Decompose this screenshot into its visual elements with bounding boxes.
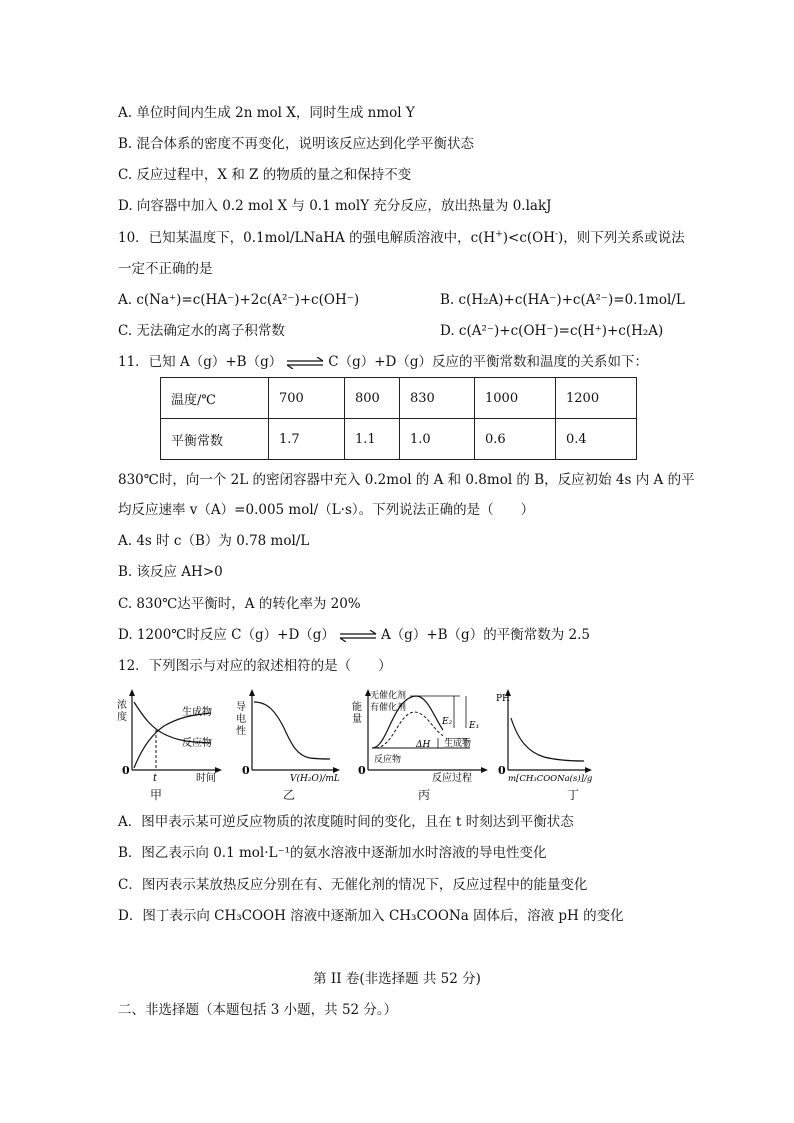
q10-option-c: C. 无法确定水的离子积常数 (118, 323, 285, 339)
x-axis-label: V(H₂O)/mL (290, 774, 340, 784)
q10-stem-part3: )，则下列关系或说法 (558, 230, 685, 246)
e2-label: E₂ (442, 717, 453, 727)
x-axis-label: 反应过程 (432, 773, 472, 784)
q12-option-c: C．图丙表示某放热反应分别在有、无催化剂的情况下，反应过程中的能量变化 (118, 877, 588, 893)
table-cell: 0.6 (475, 419, 556, 460)
q9-option-c: C. 反应过程中，X 和 Z 的物质的量之和保持不变 (118, 167, 412, 183)
figure-ding (494, 688, 640, 786)
q10-option-b: B. c(H₂A)+c(HA⁻)+c(A²⁻)=0.1mol/L (440, 292, 685, 308)
y-axis-label: 浓 (117, 700, 127, 711)
x-axis-arrow-icon (585, 767, 592, 773)
y-axis-label: PH (496, 694, 510, 704)
q11-stem-part1: 11．已知 A（g）+B（g） (118, 354, 283, 370)
figure-yi (234, 688, 344, 786)
table-cell: 1000 (475, 378, 556, 419)
figure-bing-caption: 丙 (418, 788, 431, 802)
q9-option-a: A. 单位时间内生成 2n mol X，同时生成 nmol Y (118, 105, 415, 121)
table-header-constant: 平衡常数 (161, 419, 269, 460)
figure-bing (350, 688, 490, 786)
figure-jia-caption: 甲 (150, 788, 163, 802)
reactant-label: 反应物 (374, 755, 402, 765)
table-cell: 700 (269, 378, 345, 419)
q10-option-d: D. c(A²⁻)+c(OH⁻)=c(H⁺)+c(H₂A) (440, 323, 664, 339)
y-axis-label: 电 (236, 714, 246, 725)
table-row (161, 378, 637, 419)
q12-stem: 12．下列图示与对应的叙述相符的是（ ） (118, 658, 392, 674)
y-axis-label: 导 (236, 702, 246, 713)
q12-option-a: A．图甲表示某可逆反应物质的浓度随时间的变化，且在 t 时刻达到平衡状态 (118, 814, 574, 830)
table-cell: 1.7 (269, 419, 345, 460)
q11-option-b: B. 该反应 AH>0 (118, 564, 223, 580)
table-cell: 1200 (556, 378, 637, 419)
conductivity-curve (254, 702, 330, 759)
table-cell: 800 (345, 378, 400, 419)
y-axis-label: 量 (352, 714, 362, 725)
x-axis-arrow-icon (481, 767, 488, 773)
q11-option-c: C. 830℃达平衡时，A 的转化率为 20% (118, 596, 361, 612)
q12-option-b: B．图乙表示向 0.1 mol·L⁻¹的氨水溶液中逐渐加水时溶液的导电性变化 (118, 845, 547, 861)
figure-yi-caption: 乙 (283, 788, 296, 802)
q9-option-b: B. 混合体系的密度不再变化，说明该反应达到化学平衡状态 (118, 136, 475, 152)
e1-label: E₁ (469, 721, 480, 731)
x-axis-label: m[CH₃COONa(s)]/g (508, 774, 593, 784)
q11-description-1: 830℃时，向一个 2L 的密闭容器中充入 0.2mol 的 A 和 0.8mol 的 B，反应初始 4s 内 A 的平 (118, 472, 695, 488)
product-curve-label: 生成物 (182, 707, 212, 718)
table-cell: 0.4 (556, 419, 637, 460)
equilibrium-arrow-icon (338, 630, 378, 642)
t-label: t (153, 773, 158, 784)
q11-option-d-part1: D. 1200℃时反应 C（g）+D（g） (118, 627, 335, 643)
equilibrium-arrow-icon (285, 357, 325, 369)
figure-jia (116, 688, 226, 786)
y-axis-label: 能 (352, 702, 362, 713)
x-axis-arrow-icon (215, 767, 222, 773)
q9-option-d: D. 向容器中加入 0.2 mol X 与 0.1 molY 充分反应，放出热量为 0.lakJ (118, 198, 552, 214)
q11-option-d-part2: A（g）+B（g）的平衡常数为 2.5 (380, 627, 590, 643)
part2-section-heading: 二、非选择题（本题包括 3 小题，共 52 分。） (118, 1002, 398, 1018)
no-catalyst-label: 无催化剂 (370, 691, 407, 701)
catalyst-label: 有催化剂 (370, 703, 407, 713)
dh-label: ΔH (416, 740, 431, 750)
catalyst-curve (376, 712, 448, 748)
y-axis-arrow-icon (129, 689, 135, 696)
q10-stem: 10．已知某温度下，0.1mol/LNaHA 的强电解质溶液中，c(H+)<c(OH-)，则下列关系或说法 (118, 229, 685, 246)
y-axis-arrow-icon (249, 689, 255, 696)
x-axis-label: 时间 (196, 773, 216, 784)
y-axis-label: 度 (117, 712, 127, 723)
q12-option-d: D．图丁表示向 CH₃COOH 溶液中逐渐加入 CH₃COONa 固体后，溶液 pH 的变化 (118, 908, 624, 924)
q10-stem-part1: 10．已知某温度下，0.1mol/LNaHA 的强电解质溶液中，c(H (118, 230, 496, 246)
q11-stem-part2: C（g）+D（g）反应的平衡常数和温度的关系如下： (328, 354, 648, 370)
q10-option-a: A. c(Na⁺)=c(HA⁻)+2c(A²⁻)+c(OH⁻) (118, 292, 360, 308)
q11-stem (118, 352, 648, 372)
part2-title: 第 II 卷(非选择题 共 52 分) (313, 971, 481, 987)
origin-label: 0 (242, 764, 250, 777)
table-header-temperature: 温度/℃ (161, 378, 269, 419)
equilibrium-constant-table (160, 377, 637, 460)
reactant-curve-label: 反应物 (182, 738, 212, 749)
product-label: 生成物 (444, 739, 472, 749)
q10-stem-part2: )<c(OH (502, 230, 555, 246)
figure-ding-caption: 丁 (567, 788, 580, 802)
x-axis-arrow-icon (333, 767, 340, 773)
origin-label: 0 (122, 764, 130, 777)
q11-option-d (118, 625, 590, 645)
q10-stem-line2: 一定不正确的是 (118, 261, 213, 277)
q11-description-2: 均反应速率 v（A）=0.005 mol/（L·s）。下列说法正确的是（ ） (118, 502, 535, 518)
table-cell: 1.1 (345, 419, 400, 460)
ph-curve (511, 718, 584, 761)
table-cell: 830 (400, 378, 475, 419)
y-axis-label: 性 (236, 726, 246, 737)
origin-label: 0 (358, 764, 366, 777)
table-row (161, 419, 637, 460)
q11-option-a: A. 4s 时 c（B）为 0.78 mol/L (118, 533, 310, 549)
origin-label: 0 (498, 764, 506, 777)
table-cell: 1.0 (400, 419, 475, 460)
